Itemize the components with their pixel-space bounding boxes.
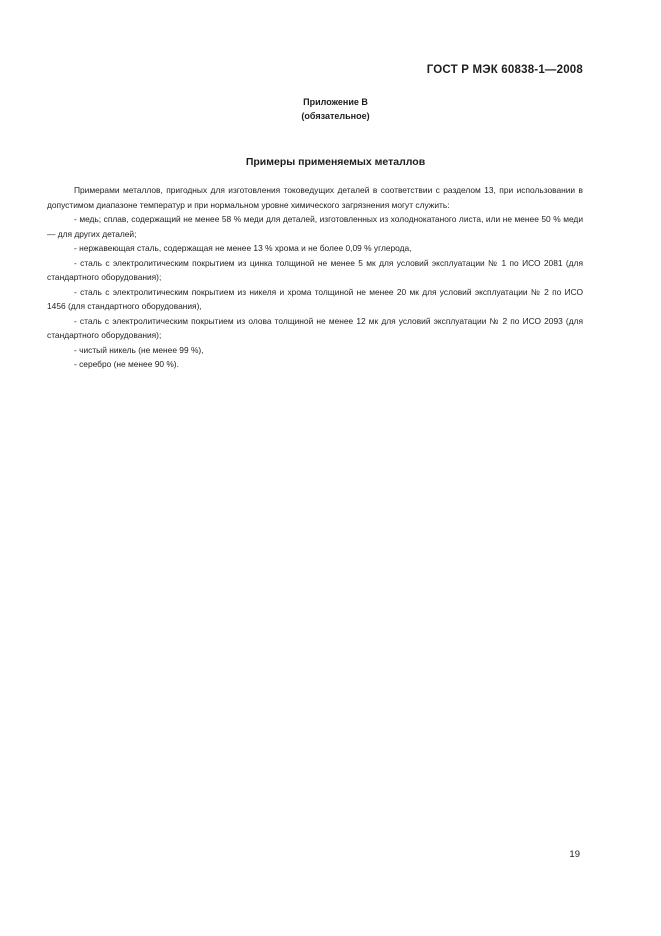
list-item-tin-plated-steel: - сталь с электролитическим покрытием из олова толщиной не менее 12 мк для условий эксплуатации № 2 по ИСО 2093 (для стандартного оборудования); [47,315,583,340]
appendix-title: Приложение В [303,97,368,107]
list-item-nickel-chrome-plated-steel: - сталь с электролитическим покрытием из никеля и хрома толщиной не менее 20 мк для условий эксплуатации № 2 по ИСО 1456 (для стандартного оборудования), [47,286,583,311]
appendix-title-block [0,95,661,123]
list-item-zinc-plated-steel: - сталь с электролитическим покрытием из цинка толщиной не менее 5 мк для условий эксплуатации № 1 по ИСО 2081 (для стандартного оборудования); [47,257,583,282]
intro-paragraph: Примерами металлов, пригодных для изготовления токоведущих деталей в соответствии с разделом 13, при использовании в допустимом диапазоне температур и при нормальном уровне химического загрязнения могут служить: [47,185,583,210]
list-item-copper: - медь; сплав, содержащий не менее 58 % меди для деталей, изготовленных из холоднокатаного листа, или не менее 50 % меди — для других деталей; [47,214,583,239]
section-heading: Примеры применяемых металлов [245,156,426,168]
list-item-pure-nickel: - чистый никель (не менее 99 %), [74,344,204,355]
body-text [47,183,583,372]
list-item-stainless-steel: - нержавеющая сталь, содержащая не менее 13 % хрома и не более 0,09 % углерода, [74,243,412,253]
list-item-silver: - серебро (не менее 90 %). [74,359,179,369]
document-code: ГОСТ Р МЭК 60838-1—2008 [426,64,583,76]
page-number: 19 [569,849,580,860]
appendix-status: (обязательное) [301,111,370,121]
